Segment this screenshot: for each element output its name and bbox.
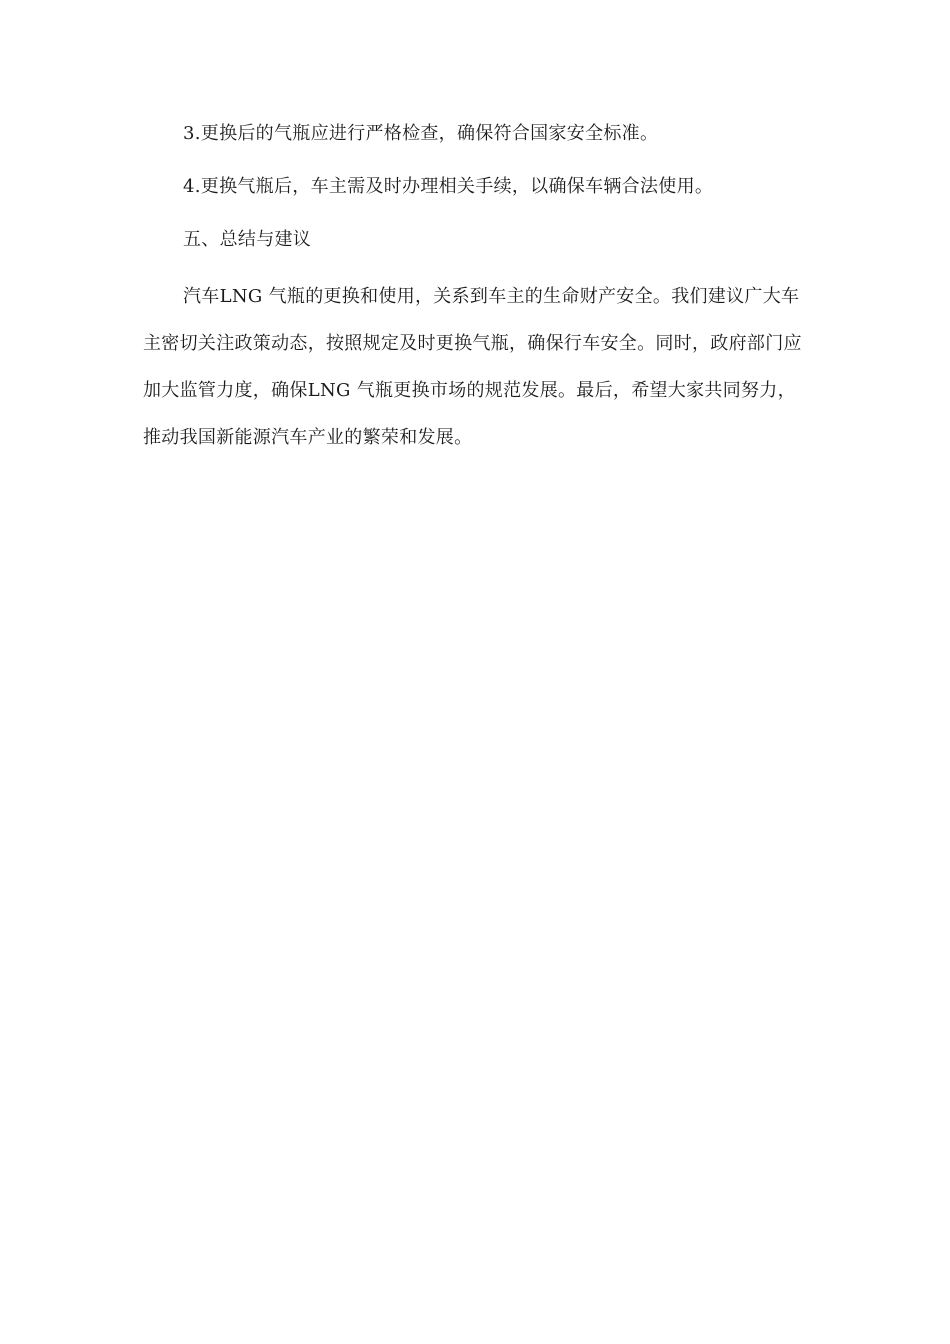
summary-paragraph: 汽车LNG 气瓶的更换和使用，关系到车主的生命财产安全。我们建议广大车主密切关注政策动态，按照规定及时更换气瓶，确保行车安全。同时，政府部门应加大监管力度，确保LNG 气瓶更换市场的规范发展。最后，希望大家共同努力，推动我国新能源汽车产业的繁荣和发展。	[143, 286, 802, 448]
document-body	[143, 116, 811, 461]
paragraph-item-3: 3.更换后的气瓶应进行严格检查，确保符合国家安全标准。	[183, 123, 659, 144]
paragraph-item-4: 4.更换气瓶后，车主需及时办理相关手续，以确保车辆合法使用。	[183, 176, 714, 197]
section-heading: 五、总结与建议	[183, 229, 312, 250]
